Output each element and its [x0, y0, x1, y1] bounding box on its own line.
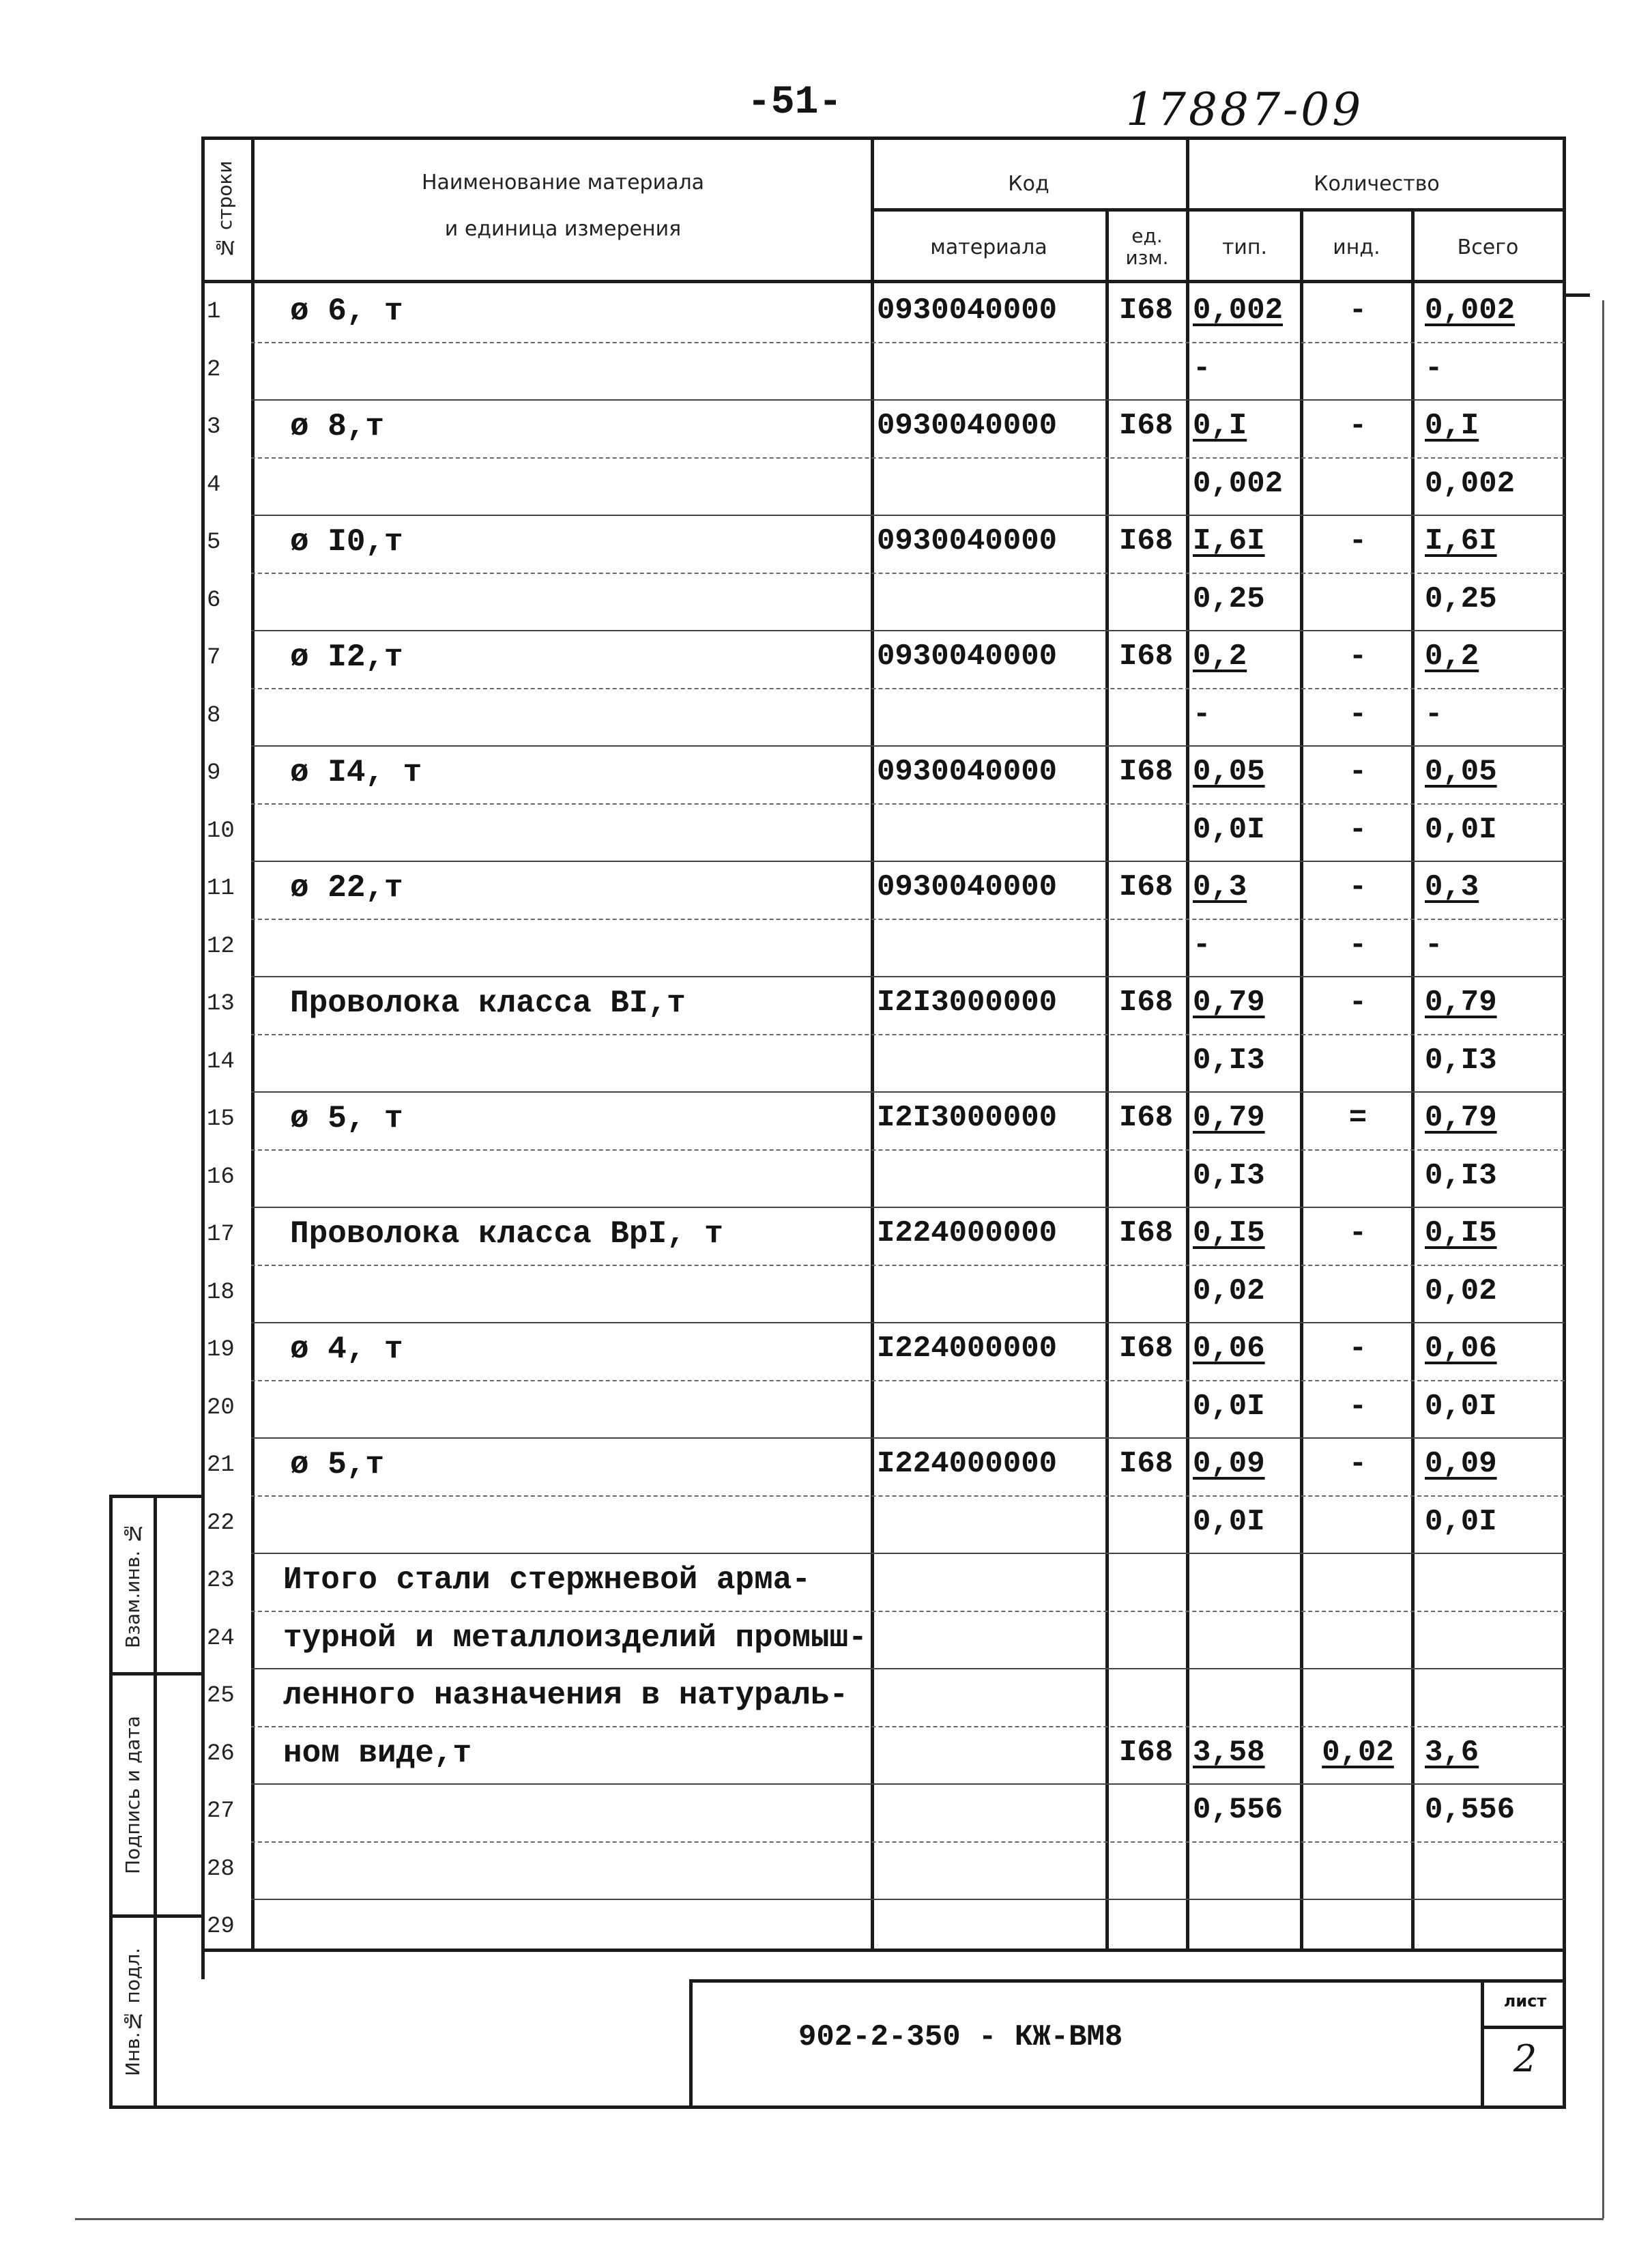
row-material-name: ø 6, т — [290, 293, 403, 329]
row-number: 25 — [207, 1683, 235, 1709]
row-material-name: ø I2,т — [290, 639, 403, 675]
row-material-name: ном виде,т — [283, 1735, 472, 1771]
row-separator — [251, 1034, 1565, 1035]
row-unit-code: I68 — [1119, 1332, 1174, 1366]
row-number: 4 — [207, 472, 221, 498]
page-bottom-rule — [75, 2218, 1604, 2220]
row-unit-code: I68 — [1119, 293, 1174, 328]
row-separator — [251, 745, 1565, 747]
title-block-left — [689, 1979, 693, 2109]
row-material-code: 0930040000 — [877, 639, 1058, 674]
row-qty-ind: - — [1348, 812, 1367, 847]
row-number: 16 — [207, 1164, 235, 1190]
row-material-name: ø I0,т — [290, 524, 403, 560]
row-separator — [251, 1783, 1565, 1785]
row-qty-total: 0,0I — [1425, 1504, 1497, 1539]
row-number: 17 — [207, 1222, 235, 1248]
row-qty-ind: 0,02 — [1322, 1735, 1394, 1770]
row-separator — [251, 919, 1565, 920]
row-separator — [251, 861, 1565, 862]
row-separator — [251, 1380, 1565, 1381]
row-qty-total: 0,3 — [1425, 870, 1479, 904]
row-qty-total: 0,79 — [1425, 986, 1497, 1020]
row-number: 15 — [207, 1106, 235, 1132]
row-qty-ind: - — [1348, 1389, 1367, 1424]
side-stamp-inv-replace: Взам.инв. № — [121, 1521, 144, 1649]
row-separator — [251, 457, 1565, 459]
row-separator — [251, 1207, 1565, 1208]
row-qty-typ: 0,I3 — [1193, 1043, 1265, 1078]
row-material-name: Итого стали стержневой арма- — [283, 1562, 811, 1598]
row-material-name: ø 22,т — [290, 870, 403, 906]
header-name-line2: и единица измерения — [444, 217, 682, 241]
side-stamp-sep2 — [109, 1914, 205, 1918]
row-qty-typ: 0,02 — [1193, 1274, 1265, 1308]
row-number: 5 — [207, 530, 221, 556]
row-qty-ind: = — [1348, 1101, 1367, 1135]
row-qty-total: 0,06 — [1425, 1332, 1497, 1366]
page-number: -51- — [747, 81, 843, 125]
row-qty-typ: 0,25 — [1193, 581, 1265, 616]
row-material-code: 0930040000 — [877, 293, 1058, 328]
row-number: 2 — [207, 356, 221, 383]
row-unit-code: I68 — [1119, 986, 1174, 1020]
row-qty-total: - — [1425, 697, 1443, 732]
row-number: 27 — [207, 1798, 235, 1824]
row-number: 20 — [207, 1394, 235, 1421]
row-qty-total: 0,79 — [1425, 1101, 1497, 1135]
row-material-code: I224000000 — [877, 1216, 1058, 1250]
row-unit-code: I68 — [1119, 1735, 1174, 1770]
row-number: 11 — [207, 876, 235, 902]
row-separator — [251, 515, 1565, 516]
row-material-name: ленного назначения в натураль- — [283, 1678, 849, 1713]
row-separator — [251, 630, 1565, 631]
row-qty-total: 0,002 — [1425, 293, 1516, 328]
row-separator — [251, 1149, 1565, 1151]
row-qty-ind: - — [1348, 870, 1367, 904]
row-qty-total: 0,0I — [1425, 1389, 1497, 1424]
row-separator — [251, 1265, 1565, 1266]
row-material-name: ø I4, т — [290, 755, 422, 790]
row-qty-total: 0,09 — [1425, 1447, 1497, 1481]
row-separator — [251, 1668, 1565, 1669]
col-line-unit — [1186, 136, 1189, 1952]
row-qty-total: I,6I — [1425, 524, 1497, 558]
row-material-code: 0930040000 — [877, 409, 1058, 443]
row-qty-typ: - — [1193, 351, 1211, 386]
row-separator — [251, 1495, 1565, 1497]
row-qty-typ: 0,I5 — [1193, 1216, 1265, 1250]
row-unit-code: I68 — [1119, 409, 1174, 443]
row-unit-code: I68 — [1119, 639, 1174, 674]
col-line-rownum — [251, 136, 255, 1952]
row-qty-typ: 0,002 — [1193, 466, 1284, 501]
header-qty-ind: инд. — [1333, 235, 1380, 259]
row-qty-total: 0,I — [1425, 409, 1479, 443]
sheet-cell-divider — [1481, 2026, 1566, 2029]
header-name-line1: Наименование материала — [421, 171, 705, 195]
row-material-name: ø 4, т — [290, 1332, 403, 1367]
row-material-name: ø 8,т — [290, 409, 385, 444]
row-number: 21 — [207, 1452, 235, 1478]
row-number: 13 — [207, 991, 235, 1017]
row-qty-typ: - — [1193, 697, 1211, 732]
row-qty-typ: 0,09 — [1193, 1447, 1265, 1481]
row-number: 6 — [207, 587, 221, 614]
table-bottom-line — [201, 1949, 1566, 1952]
sheet-label: лист — [1503, 1992, 1547, 2011]
row-separator — [251, 1841, 1565, 1843]
row-qty-typ: 0,3 — [1193, 870, 1247, 904]
row-number: 19 — [207, 1337, 235, 1363]
row-separator — [251, 342, 1565, 343]
row-separator — [251, 803, 1565, 805]
row-qty-typ: 0,I — [1193, 409, 1247, 443]
row-qty-ind: - — [1348, 1332, 1367, 1366]
row-qty-total: - — [1425, 928, 1443, 962]
row-qty-typ: 0,0I — [1193, 1504, 1265, 1539]
side-stamp-inv-original: Инв.№ подл. — [121, 1947, 144, 2076]
row-qty-total: 0,002 — [1425, 466, 1516, 501]
row-separator — [251, 399, 1565, 401]
row-number: 14 — [207, 1048, 235, 1075]
row-qty-typ: 0,0I — [1193, 1389, 1265, 1424]
row-qty-typ: 0,2 — [1193, 639, 1247, 674]
title-designation: 902-2-350 - КЖ-ВМ8 — [798, 2020, 1123, 2054]
row-qty-typ: 0,79 — [1193, 986, 1265, 1020]
header-subdivider — [871, 208, 1563, 212]
row-qty-ind: - — [1348, 639, 1367, 674]
row-qty-total: 0,05 — [1425, 755, 1497, 789]
row-separator — [251, 976, 1565, 977]
row-number: 23 — [207, 1568, 235, 1594]
row-number: 1 — [207, 299, 221, 325]
header-code-material: материала — [930, 235, 1047, 259]
row-material-name: ø 5,т — [290, 1447, 385, 1482]
row-qty-typ: 0,05 — [1193, 755, 1265, 789]
col-line-code — [1105, 210, 1109, 1952]
row-number: 26 — [207, 1740, 235, 1767]
row-qty-ind: - — [1348, 986, 1367, 1020]
row-qty-typ: I,6I — [1193, 524, 1265, 558]
header-bottom-line — [201, 280, 1566, 283]
row-qty-typ: 0,002 — [1193, 293, 1284, 328]
row-material-code: I2I3000000 — [877, 1101, 1058, 1135]
row-unit-code: I68 — [1119, 1447, 1174, 1481]
row-material-name: Проволока класса BI,т — [290, 986, 686, 1021]
header-code-unit: ед. изм. — [1125, 225, 1169, 269]
row-number: 10 — [207, 818, 235, 844]
row-material-code: I224000000 — [877, 1447, 1058, 1481]
row-material-name: Проволока класса BpI, т — [290, 1216, 723, 1252]
row-qty-typ: 0,556 — [1193, 1793, 1284, 1827]
row-qty-typ: - — [1193, 928, 1211, 962]
row-qty-ind: - — [1348, 1447, 1367, 1481]
row-material-name: ø 5, т — [290, 1101, 403, 1136]
row-separator — [251, 1437, 1565, 1439]
header-quantity: Количество — [1314, 172, 1440, 196]
side-stamp-sep1 — [109, 1672, 205, 1676]
row-qty-ind: - — [1348, 755, 1367, 789]
row-number: 18 — [207, 1279, 235, 1306]
row-unit-code: I68 — [1119, 1101, 1174, 1135]
frame-left-line — [201, 136, 205, 1979]
row-material-code: I224000000 — [877, 1332, 1058, 1366]
frame-outer-tick — [1563, 293, 1590, 297]
row-qty-total: 0,2 — [1425, 639, 1479, 674]
row-separator — [251, 573, 1565, 574]
row-number: 29 — [207, 1914, 235, 1940]
row-material-code: I2I3000000 — [877, 986, 1058, 1020]
document-code: 17887-09 — [1126, 83, 1364, 136]
row-qty-ind: - — [1348, 524, 1367, 558]
row-separator — [251, 1611, 1565, 1612]
side-stamp-top — [109, 1495, 205, 1498]
row-qty-typ: 0,06 — [1193, 1332, 1265, 1366]
row-qty-ind: - — [1348, 409, 1367, 443]
row-material-code: 0930040000 — [877, 524, 1058, 558]
row-unit-code: I68 — [1119, 870, 1174, 904]
col-line-ind — [1411, 210, 1415, 1952]
header-code: Код — [1008, 172, 1049, 196]
row-separator — [251, 1726, 1565, 1727]
row-qty-total: 0,I5 — [1425, 1216, 1497, 1250]
row-qty-total: 0,25 — [1425, 581, 1497, 616]
row-qty-ind: - — [1348, 697, 1367, 732]
side-stamp-sign-date: Подпись и дата — [121, 1716, 144, 1874]
row-separator — [251, 1091, 1565, 1093]
row-qty-total: 0,02 — [1425, 1274, 1497, 1308]
row-qty-typ: 0,79 — [1193, 1101, 1265, 1135]
row-unit-code: I68 — [1119, 1216, 1174, 1250]
header-row-number: № строки — [214, 160, 236, 259]
col-line-typ — [1300, 210, 1303, 1952]
title-block-bottom — [154, 2105, 1566, 2109]
side-stamp-outer — [109, 1495, 113, 2109]
row-qty-ind: - — [1348, 293, 1367, 328]
row-qty-total: 0,I3 — [1425, 1043, 1497, 1078]
row-material-code: 0930040000 — [877, 870, 1058, 904]
row-number: 9 — [207, 760, 221, 786]
side-stamp-divider — [154, 1495, 157, 2109]
header-qty-typ: тип. — [1221, 235, 1268, 259]
row-number: 8 — [207, 702, 221, 729]
row-number: 7 — [207, 645, 221, 671]
frame-right-line — [1563, 136, 1566, 2109]
row-material-name: турной и металлоизделий промыш- — [283, 1620, 867, 1656]
row-separator — [251, 1899, 1565, 1900]
sheet-number: 2 — [1513, 2037, 1537, 2080]
row-qty-typ: 3,58 — [1193, 1735, 1265, 1770]
row-separator — [251, 1322, 1565, 1323]
row-number: 28 — [207, 1856, 235, 1882]
title-block-top — [689, 1979, 1566, 1983]
row-qty-total: 3,6 — [1425, 1735, 1479, 1770]
row-qty-typ: 0,I3 — [1193, 1158, 1265, 1193]
row-separator — [251, 688, 1565, 689]
row-qty-ind: - — [1348, 1216, 1367, 1250]
row-number: 24 — [207, 1625, 235, 1652]
row-qty-total: 0,556 — [1425, 1793, 1516, 1827]
row-qty-total: 0,0I — [1425, 812, 1497, 847]
row-qty-ind: - — [1348, 928, 1367, 962]
sheet-cell-left — [1481, 1979, 1484, 2109]
row-number: 22 — [207, 1510, 235, 1536]
frame-top-line — [201, 136, 1566, 140]
row-number: 3 — [207, 414, 221, 440]
page-right-rule — [1602, 300, 1604, 2218]
row-unit-code: I68 — [1119, 755, 1174, 789]
row-qty-total: 0,I3 — [1425, 1158, 1497, 1193]
row-qty-typ: 0,0I — [1193, 812, 1265, 847]
row-unit-code: I68 — [1119, 524, 1174, 558]
row-number: 12 — [207, 933, 235, 960]
row-separator — [251, 1553, 1565, 1554]
row-qty-total: - — [1425, 351, 1443, 386]
row-material-code: 0930040000 — [877, 755, 1058, 789]
col-line-name — [871, 136, 874, 1952]
header-qty-total: Всего — [1457, 235, 1519, 259]
